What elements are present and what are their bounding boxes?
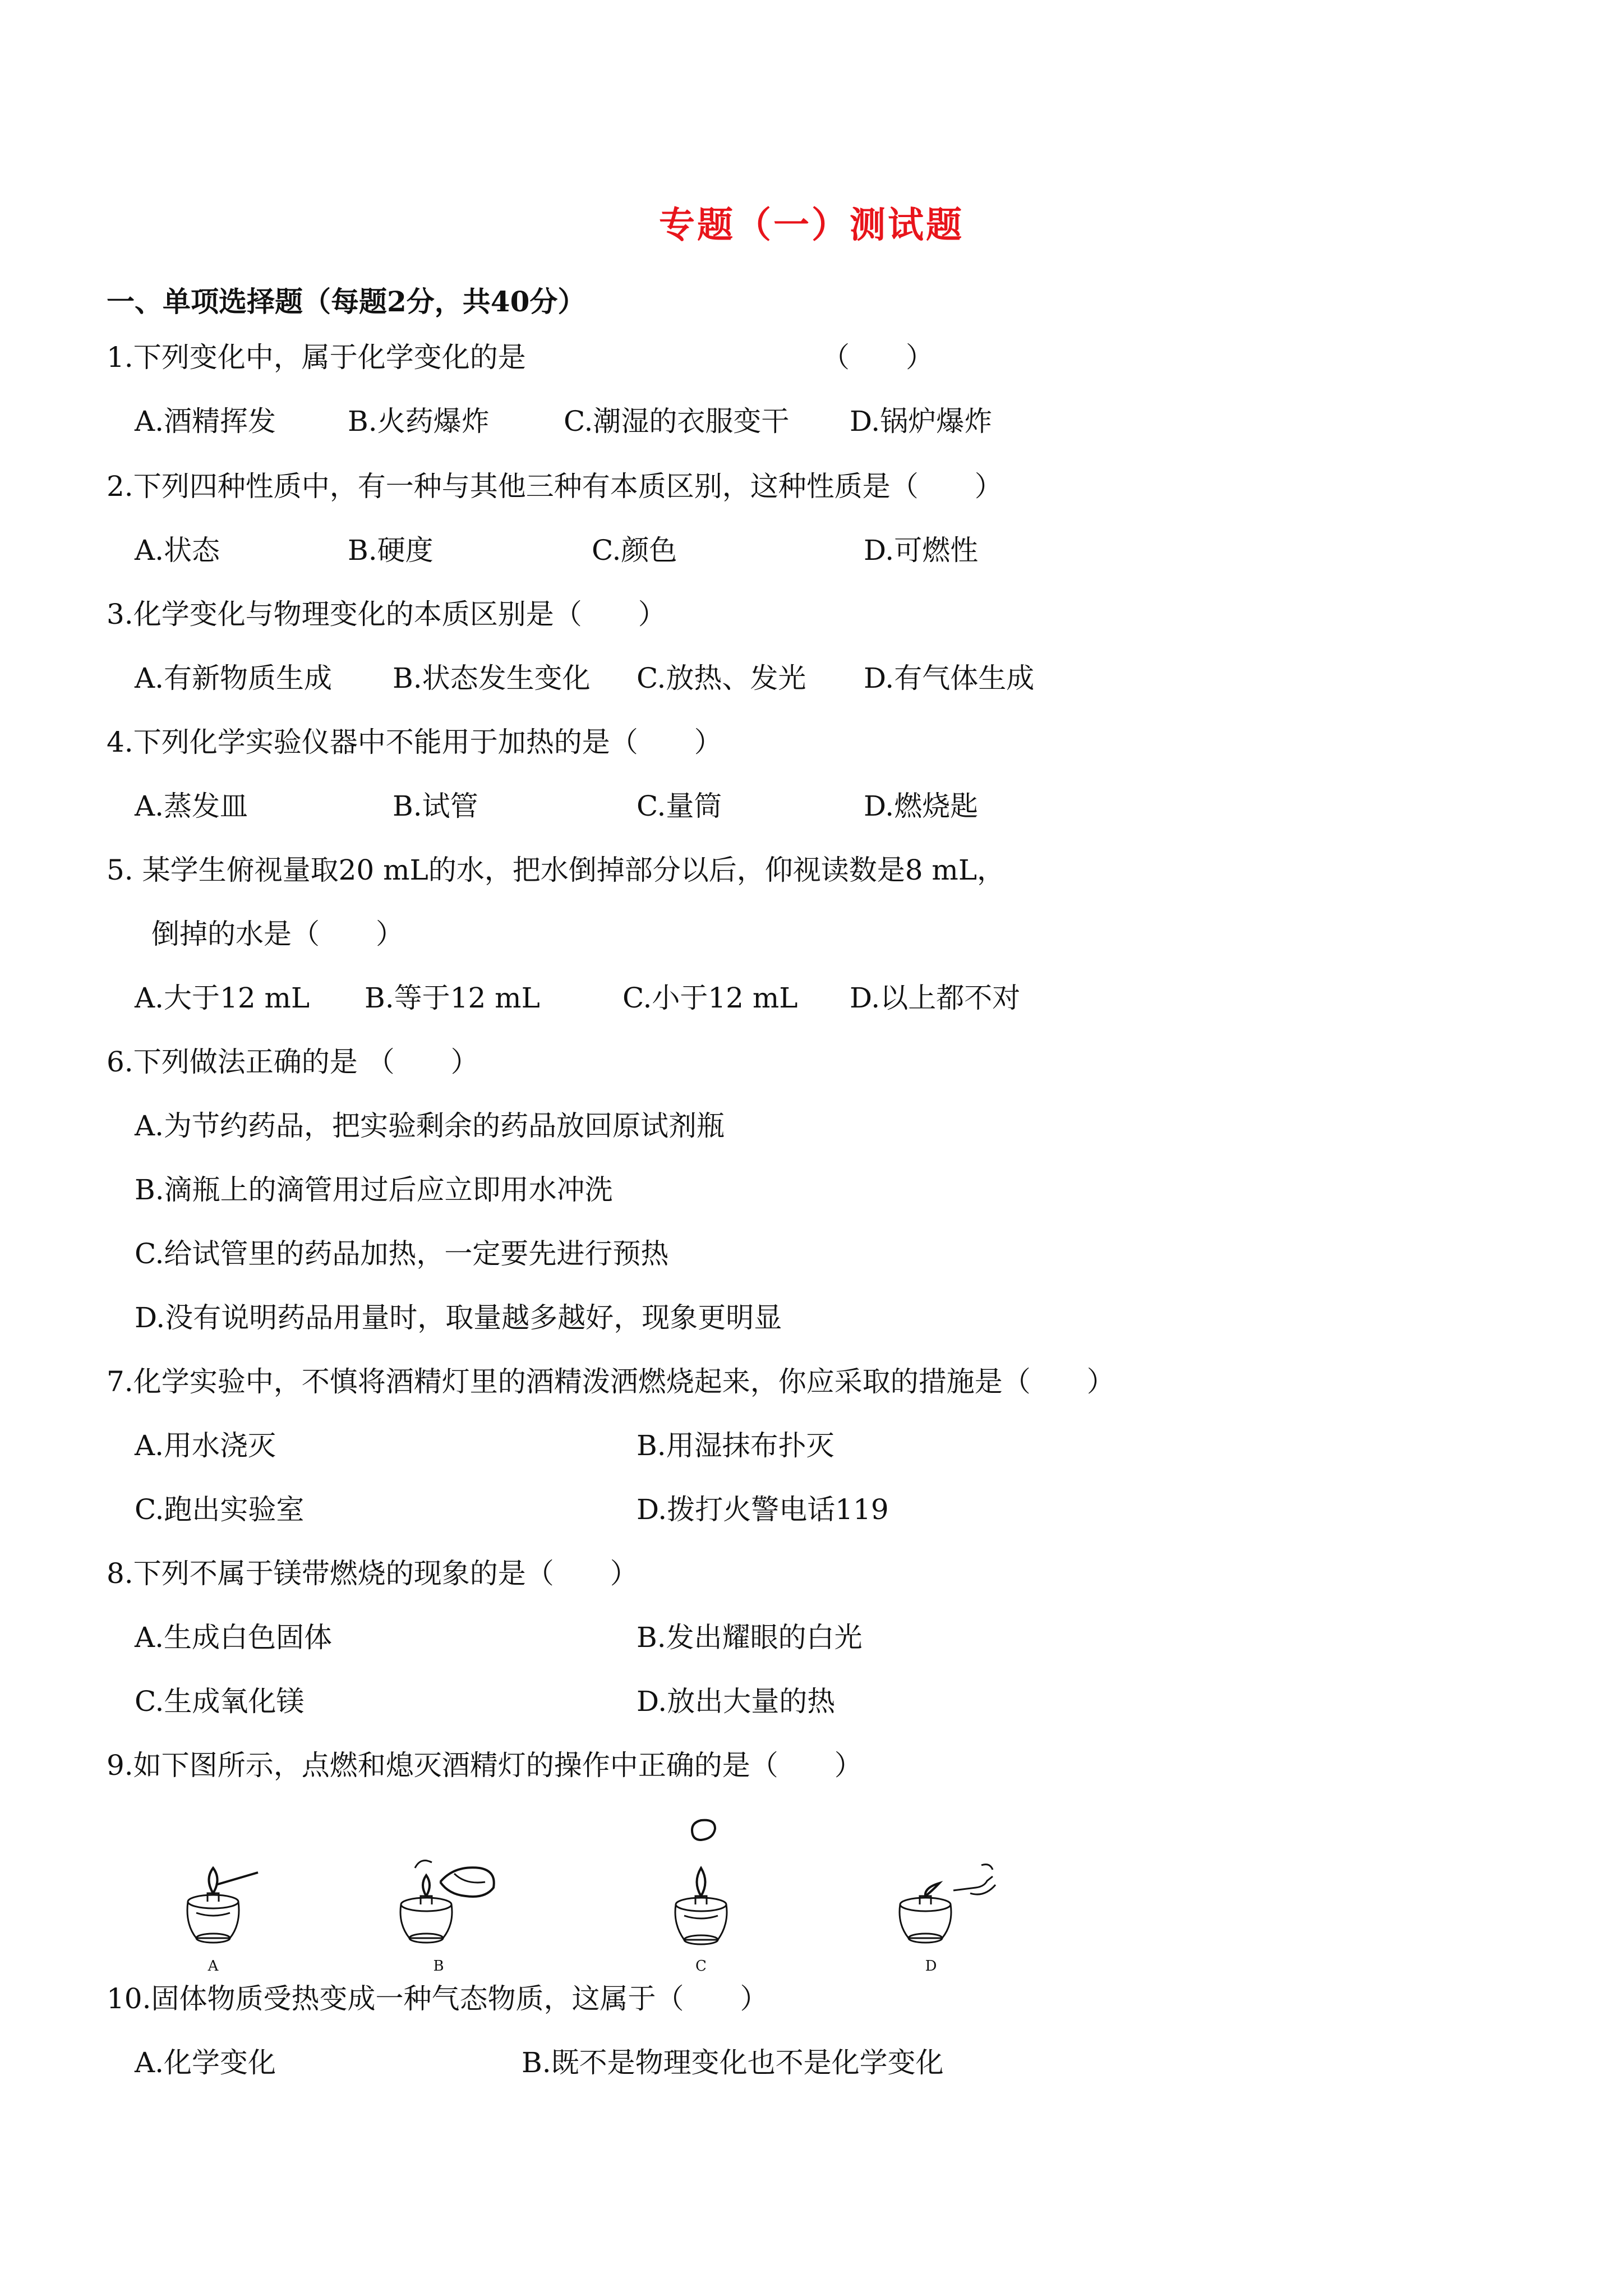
question-1-option-c: C.潮湿的衣服变干 <box>564 405 790 438</box>
question-6-option-a: A.为节约药品，把实验剩余的药品放回原试剂瓶 <box>135 1110 725 1142</box>
question-2-option-d: D.可燃性 <box>864 534 979 567</box>
question-5-option-d: D.以上都不对 <box>850 982 1021 1014</box>
alcohol-lamp-figure-b <box>387 1843 516 1955</box>
question-4-option-b: B.试管 <box>393 790 478 822</box>
question-1-option-a: A.酒精挥发 <box>135 405 276 438</box>
page-title: 专题（一）测试题 <box>659 204 964 246</box>
question-1-bracket: （ ） <box>822 341 934 374</box>
alcohol-lamp-figure-c <box>645 1812 757 1958</box>
alcohol-lamp-figure-d <box>886 1843 1009 1955</box>
question-4-option-d: D.燃烧匙 <box>864 790 979 822</box>
question-8-stem: 8.下列不属于镁带燃烧的现象的是（ ） <box>107 1557 638 1590</box>
question-3-option-b: B.状态发生变化 <box>393 662 591 694</box>
question-8-option-b: B.发出耀眼的白光 <box>637 1621 863 1654</box>
question-1-stem: 1.下列变化中，属于化学变化的是 <box>107 341 526 374</box>
question-8-option-c: C.生成氧化镁 <box>135 1685 305 1718</box>
question-6-stem: 6.下列做法正确的是 （ ） <box>107 1046 479 1078</box>
question-1-option-d: D.锅炉爆炸 <box>850 405 993 438</box>
question-5-option-a: A.大于12 mL <box>135 982 310 1014</box>
question-5-option-b: B.等于12 mL <box>365 982 540 1014</box>
figure-label-d: D <box>925 1958 937 1975</box>
question-7-option-d: D.拨打火警电话119 <box>637 1493 889 1526</box>
question-7-option-b: B.用湿抹布扑灭 <box>637 1429 834 1462</box>
question-2-option-c: C.颜色 <box>592 534 677 567</box>
figure-label-b: B <box>433 1958 444 1975</box>
question-5-option-c: C.小于12 mL <box>623 982 798 1014</box>
question-2-option-a: A.状态 <box>135 534 220 567</box>
question-6-option-d: D.没有说明药品用量时，取量越多越好，现象更明显 <box>135 1301 782 1334</box>
section-heading: 一、单项选择题（每题2分，共40分） <box>107 285 586 318</box>
question-4-option-a: A.蒸发皿 <box>135 790 248 822</box>
question-3-option-a: A.有新物质生成 <box>135 662 333 694</box>
question-3-stem: 3.化学变化与物理变化的本质区别是（ ） <box>107 598 666 631</box>
question-3-option-d: D.有气体生成 <box>864 662 1035 694</box>
question-10-stem: 10.固体物质受热变成一种气态物质，这属于（ ） <box>107 1982 768 2015</box>
question-4-option-c: C.量筒 <box>637 790 722 822</box>
question-2-stem: 2.下列四种性质中，有一种与其他三种有本质区别，这种性质是（ ） <box>107 470 1003 503</box>
question-3-option-c: C.放热、发光 <box>637 662 806 694</box>
question-10-option-b: B.既不是物理变化也不是化学变化 <box>522 2046 944 2079</box>
question-5-stem-continued: 倒掉的水是（ ） <box>151 918 404 950</box>
question-7-stem: 7.化学实验中，不慎将酒精灯里的酒精泼洒燃烧起来，你应采取的措施是（ ） <box>107 1365 1115 1398</box>
question-8-option-a: A.生成白色固体 <box>135 1621 333 1654</box>
figure-label-a: A <box>208 1958 219 1975</box>
question-7-option-c: C.跑出实验室 <box>135 1493 305 1526</box>
question-2-option-b: B.硬度 <box>348 534 434 567</box>
question-7-option-a: A.用水浇灭 <box>135 1429 276 1462</box>
question-4-stem: 4.下列化学实验仪器中不能用于加热的是（ ） <box>107 726 722 758</box>
question-8-option-d: D.放出大量的热 <box>637 1685 836 1718</box>
alcohol-lamp-figure-a <box>168 1846 280 1958</box>
question-9-stem: 9.如下图所示，点燃和熄灭酒精灯的操作中正确的是（ ） <box>107 1749 863 1782</box>
figure-label-c: C <box>695 1958 707 1975</box>
question-5-stem: 5. 某学生俯视量取20 mL的水，把水倒掉部分以后，仰视读数是8 mL， <box>107 854 1006 886</box>
question-1-option-b: B.火药爆炸 <box>348 405 490 438</box>
question-6-option-b: B.滴瓶上的滴管用过后应立即用水冲洗 <box>135 1174 613 1206</box>
question-10-option-a: A.化学变化 <box>135 2046 276 2079</box>
question-6-option-c: C.给试管里的药品加热，一定要先进行预热 <box>135 1237 669 1270</box>
